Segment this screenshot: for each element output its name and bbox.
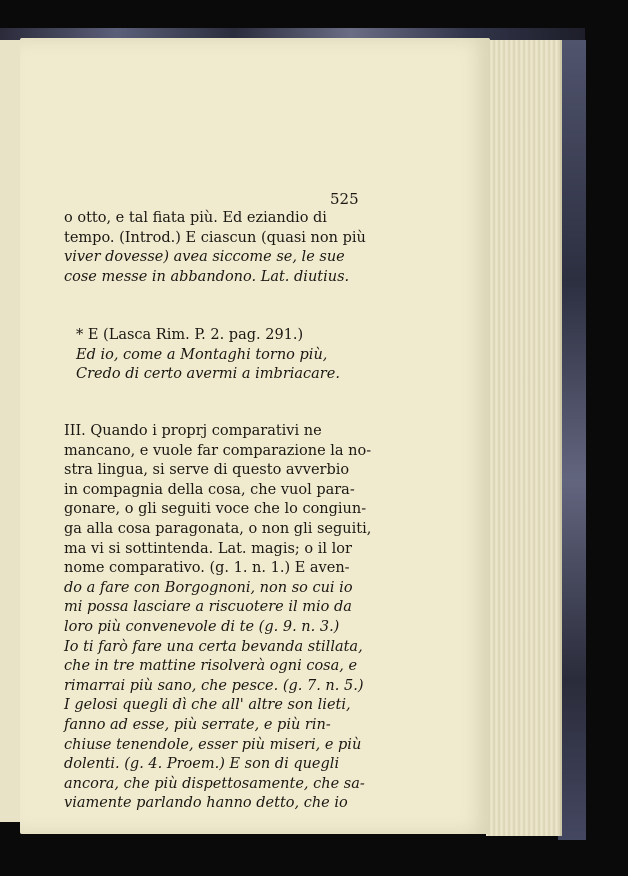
text-line: gonare, o gli seguiti voce che lo congiun- [64,501,367,518]
text-line: dolenti. (g. 4. Proem.) E son di quegli [64,756,340,773]
text-line: III. Quando i proprj comparativi ne [64,423,322,439]
text-line: o otto, e tal fiata più. Ed eziandio di [64,210,327,226]
page-number: 525 [330,190,359,208]
text-line: ga alla cosa paragonata, o non gli seguiti, [64,520,372,537]
text-line: stra lingua, si serve di questo avverbio [64,462,350,479]
text-line: ma vi si sottintenda. Lat. magis; o il lor [64,540,352,557]
paragraph-section-iii [64,422,372,814]
page-edges [486,40,562,836]
text-line: in compagnia della cosa, che vuol para- [64,481,355,498]
text-line: loro più convenevole di te (g. 9. n. 3.) [64,618,340,635]
text-line: tempo. (Introd.) E ciascun (quasi non più [64,229,366,246]
text-line: mancano, e vuole far comparazione la no- [64,442,372,459]
verse-quotation [76,326,356,385]
text-line: ancora, che più dispettosamente, che sa- [64,775,365,792]
text-line: viamente parlando hanno detto, che io [64,795,348,812]
paragraph-continuation [64,209,366,287]
book-cover-right [558,40,586,840]
text-line: rimarrai più sano, che pesce. (g. 7. n. 5.) [64,677,364,694]
text-line: Credo di certo avermi a imbriacare. [76,366,340,383]
book-page [20,38,490,834]
text-line: viver dovesse) avea siccome se, le sue [64,249,345,266]
text-line: cose messe in abbandono. Lat. diutius. [64,268,350,285]
text-line: Ed io, come a Montaghi torno più, [76,346,328,363]
text-line: chiuse tenendole, esser più miseri, e più [64,736,362,753]
text-line: * E (Lasca Rim. P. 2. pag. 291.) [76,327,304,343]
text-line: fanno ad esse, più serrate, e più rin- [64,716,331,733]
text-line: mi possa lasciare a riscuotere il mio da [64,599,352,616]
text-line: che in tre mattine risolverà ogni cosa, e [64,658,358,675]
text-line: nome comparativo. (g. 1. n. 1.) E aven- [64,560,350,577]
text-line: I gelosi quegli dì che all' altre son lieti, [64,697,351,714]
text-line: Io ti farò fare una certa bevanda stillata, [64,638,363,655]
text-line: do a fare con Borgognoni, non so cui io [64,579,353,596]
